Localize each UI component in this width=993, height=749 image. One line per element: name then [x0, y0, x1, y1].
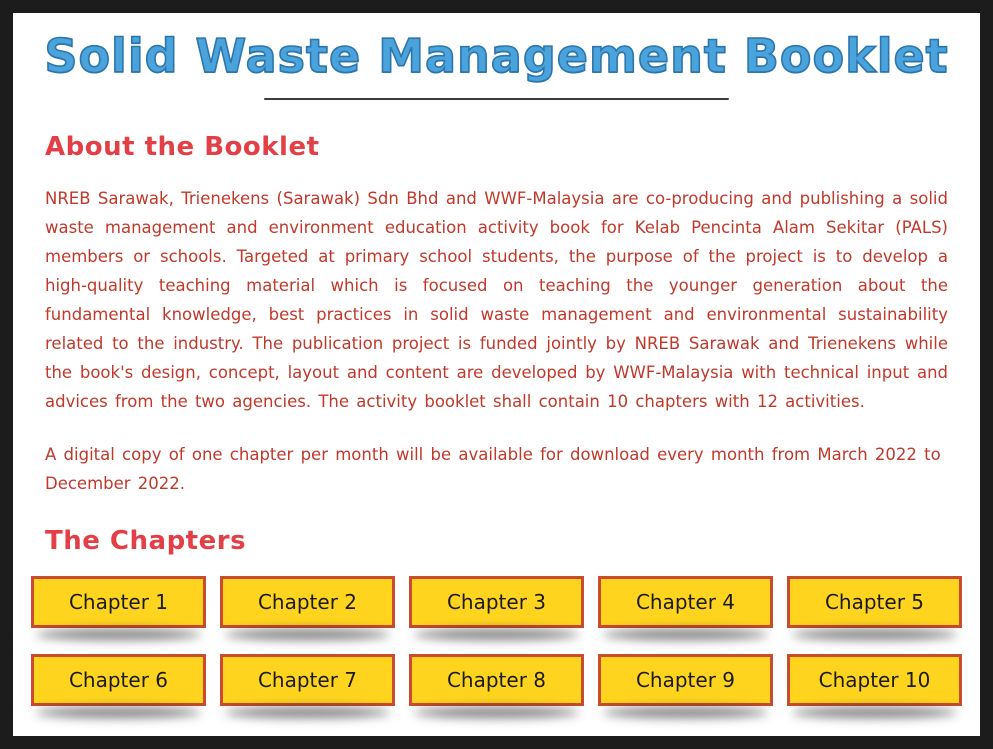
chapter-10-label: Chapter 10 [818, 667, 931, 692]
chapter-4-button[interactable] [598, 576, 773, 628]
chapter-7-label: Chapter 7 [257, 667, 358, 692]
chapter-5-button[interactable] [787, 576, 962, 628]
chapter-9-button[interactable] [598, 654, 773, 706]
chapter-10-button[interactable] [787, 654, 962, 706]
chapter-9-label: Chapter 9 [635, 667, 736, 692]
availability-paragraph: A digital copy of one chapter per month will be available for download every month from March 2022 to December 2022. [45, 444, 941, 493]
chapter-1-button[interactable] [31, 576, 206, 628]
chapter-5-label: Chapter 5 [824, 589, 925, 614]
chapter-grid [31, 576, 962, 706]
chapter-8-label: Chapter 8 [446, 667, 547, 692]
about-paragraph: NREB Sarawak, Trienekens (Sarawak) Sdn Bhd and WWF-Malaysia are co-producing and publishing a solid waste management and environment education activity book for Kelab Pencinta Alam Sekitar (PALS) members or schools. Targeted at primary school students, the purpose of the project is to develop a high-quality teaching material which is focused on teaching the younger generation about the fundamental knowledge, best practices in solid waste management and environmental sustainability related to the industry. The publication project is funded jointly by NREB Sarawak and Trienekens while the book's design, concept, layout and content are developed by WWF-Malaysia with technical input and advices from the two agencies. The activity booklet shall contain 10 chapters with 12 activities. [45, 188, 948, 411]
page-title: Solid Waste Management Booklet [44, 29, 949, 83]
chapter-6-label: Chapter 6 [68, 667, 169, 692]
content-area [31, 132, 962, 556]
chapter-7-button[interactable] [220, 654, 395, 706]
chapter-3-label: Chapter 3 [446, 589, 547, 614]
chapter-3-button[interactable] [409, 576, 584, 628]
chapter-2-button[interactable] [220, 576, 395, 628]
chapter-2-label: Chapter 2 [257, 589, 358, 614]
chapters-heading: The Chapters [45, 525, 247, 556]
chapter-6-button[interactable] [31, 654, 206, 706]
chapter-4-label: Chapter 4 [635, 589, 736, 614]
page [13, 13, 980, 736]
title-underline [264, 98, 729, 100]
chapter-1-label: Chapter 1 [68, 589, 169, 614]
about-heading: About the Booklet [45, 131, 320, 162]
chapter-8-button[interactable] [409, 654, 584, 706]
